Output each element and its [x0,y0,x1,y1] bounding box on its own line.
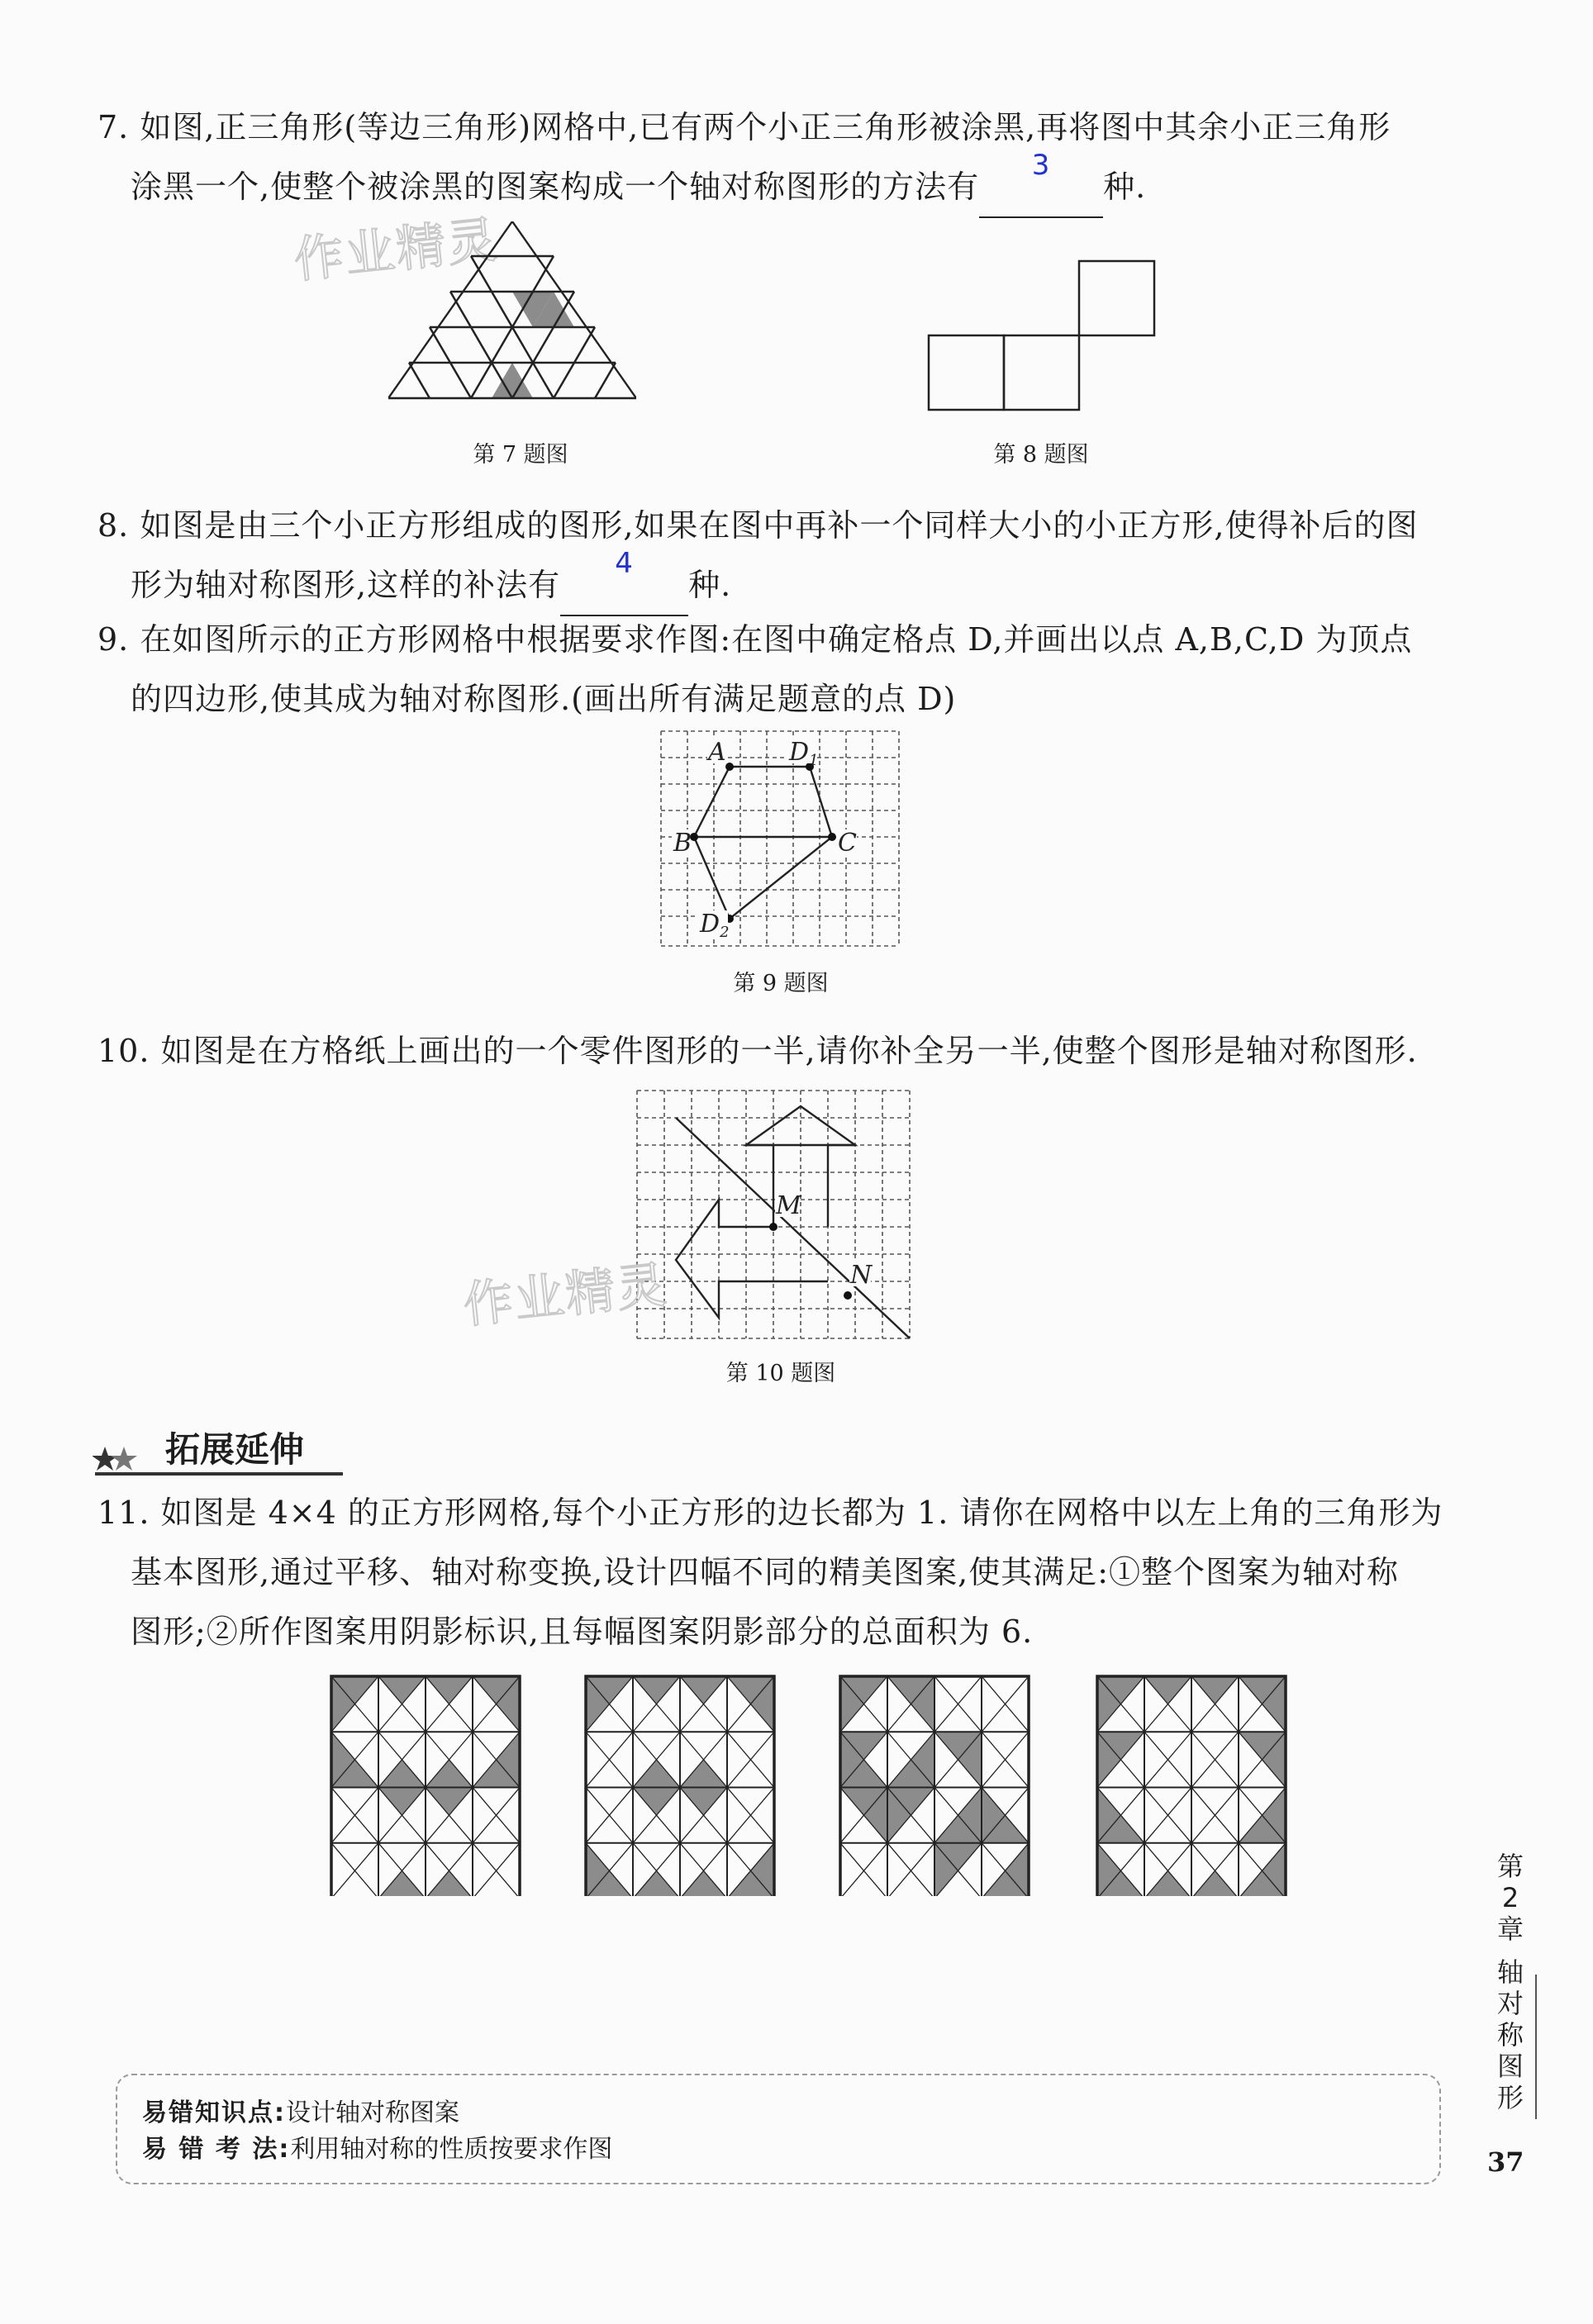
shaded-triangle [426,1760,473,1788]
page-number: 37 [1487,2146,1524,2178]
shaded-triangle [680,1870,727,1896]
q7-answer-blank [979,149,1103,218]
figure-7-caption: 第 7 题图 [473,442,568,468]
figure-9-caption: 第 9 题图 [733,971,829,996]
pattern-grid-2 [583,1673,777,1896]
shaded-triangle [633,1788,680,1816]
shaded-triangle [633,1760,680,1788]
shaded-triangle [426,1870,473,1896]
error-note-box [116,2074,1441,2184]
pattern-grid-3 [837,1673,1032,1896]
stars-icon [93,1432,150,1473]
sidebar-chapter-char: 章 [1496,1913,1524,1945]
label-A: A [708,738,726,767]
q8-line2-text: 形为轴对称图形,这样的补法有 [131,567,561,603]
q8-answer-blank [560,547,688,616]
shaded-triangle [1144,1676,1191,1704]
q11-line1: 11. 如图是 4×4 的正方形网格,每个小正方形的边长都为 1. 请你在网格中以左上角的三角形为 [97,1495,1443,1531]
shaded-triangle [378,1760,426,1788]
q7-line2-text: 涂黑一个,使整个被涂黑的图案构成一个轴对称图形的方法有 [131,169,980,205]
shaded-triangle [1191,1870,1239,1896]
shaded-triangle [1144,1870,1191,1896]
q7-answer: 3 [1031,149,1051,182]
sidebar-chapter-char: 第 [1496,1851,1524,1882]
figure-10-caption: 第 10 题图 [725,1361,836,1386]
shaded-triangle [426,1788,473,1816]
question-10 [97,1021,1418,1081]
sidebar-divider [1535,1975,1537,2119]
shaded-triangle [680,1760,727,1788]
note-label-1: 易错知识点: [142,2098,286,2127]
sidebar-title-char: 形 [1496,2082,1524,2113]
figure-7-triangle-grid [388,221,636,416]
section-title: 拓展延伸 [165,1429,305,1470]
shaded-triangle [378,1870,426,1896]
question-7 [97,97,1391,218]
label-N: N [850,1261,873,1290]
shaded-triangle [378,1788,426,1816]
watermark-2: 作业精灵 [460,1256,671,1335]
label-M: M [776,1191,801,1220]
shaded-triangle [1191,1676,1239,1704]
sidebar-title-char: 轴 [1496,1956,1524,1988]
q8-answer: 4 [615,547,634,580]
sidebar-title [1494,1956,1527,2113]
pattern-grid-4 [1094,1673,1289,1896]
shaded-triangle [680,1788,727,1816]
note-text-2: 利用轴对称的性质按要求作图 [290,2135,613,2164]
pattern-grid-1 [328,1673,523,1896]
q10-line1: 10. 如图是在方格纸上画出的一个零件图形的一半,请你补全另一半,使整个图形是轴对称图形. [97,1033,1418,1069]
sidebar-title-char: 称 [1496,2019,1524,2051]
figure-10-grid [633,1086,914,1343]
q8-line1: 8. 如图是由三个小正方形组成的图形,如果在图中再补一个同样大小的小正方形,使得补后的图 [97,507,1419,544]
q9-line2: 的四边形,使其成为轴对称图形.(画出所有满足题意的点 D) [131,681,957,717]
q7-line2-end: 种. [1103,169,1147,205]
shaded-triangle [426,1676,473,1704]
figure-8-squares [925,256,1165,413]
q11-patterns [328,1673,1295,1896]
q8-line2 [97,547,1419,616]
q11-line2: 基本图形,通过平移、轴对称变换,设计四幅不同的精美图案,使其满足:①整个图案为轴对称 [131,1554,1400,1590]
label-D1: $D_1$ [789,738,819,769]
sidebar-title-char: 对 [1496,1988,1524,2019]
shaded-triangle [378,1676,426,1704]
q9-line1: 9. 在如图所示的正方形网格中根据要求作图:在图中确定格点 D,并画出以点 A,B,C,D 为顶点 [97,621,1413,658]
question-11 [97,1483,1443,1661]
sidebar-chapter-char: 2 [1501,1882,1519,1913]
note-row-2 [142,2128,612,2165]
q7-line2 [97,149,1391,218]
shaded-triangle [680,1676,727,1704]
q11-line3: 图形;②所作图案用阴影标识,且每幅图案阴影部分的总面积为 6. [131,1613,1034,1650]
shaded-triangle [633,1676,680,1704]
note-text-1: 设计轴对称图案 [286,2098,459,2127]
figure-8-caption: 第 8 题图 [993,442,1089,468]
q7-line1: 7. 如图,正三角形(等边三角形)网格中,已有两个小正三角形被涂黑,再将图中其余小正三角形 [97,109,1391,145]
shaded-triangle [633,1870,680,1896]
label-C: C [838,829,857,858]
label-D2: $D_2$ [700,910,730,941]
sidebar-title-char: 图 [1496,2051,1524,2082]
note-row-1 [142,2092,459,2128]
note-label-2: 易 错 考 法: [142,2135,291,2164]
question-9 [97,610,1412,729]
figure-9-grid [657,727,905,950]
label-B: B [673,829,692,858]
sidebar-chapter [1494,1851,1527,1945]
watermark-1: 作业精灵 [291,211,502,290]
section-underline [95,1472,343,1476]
question-8 [97,496,1419,616]
q8-line2-end: 种. [688,567,732,603]
